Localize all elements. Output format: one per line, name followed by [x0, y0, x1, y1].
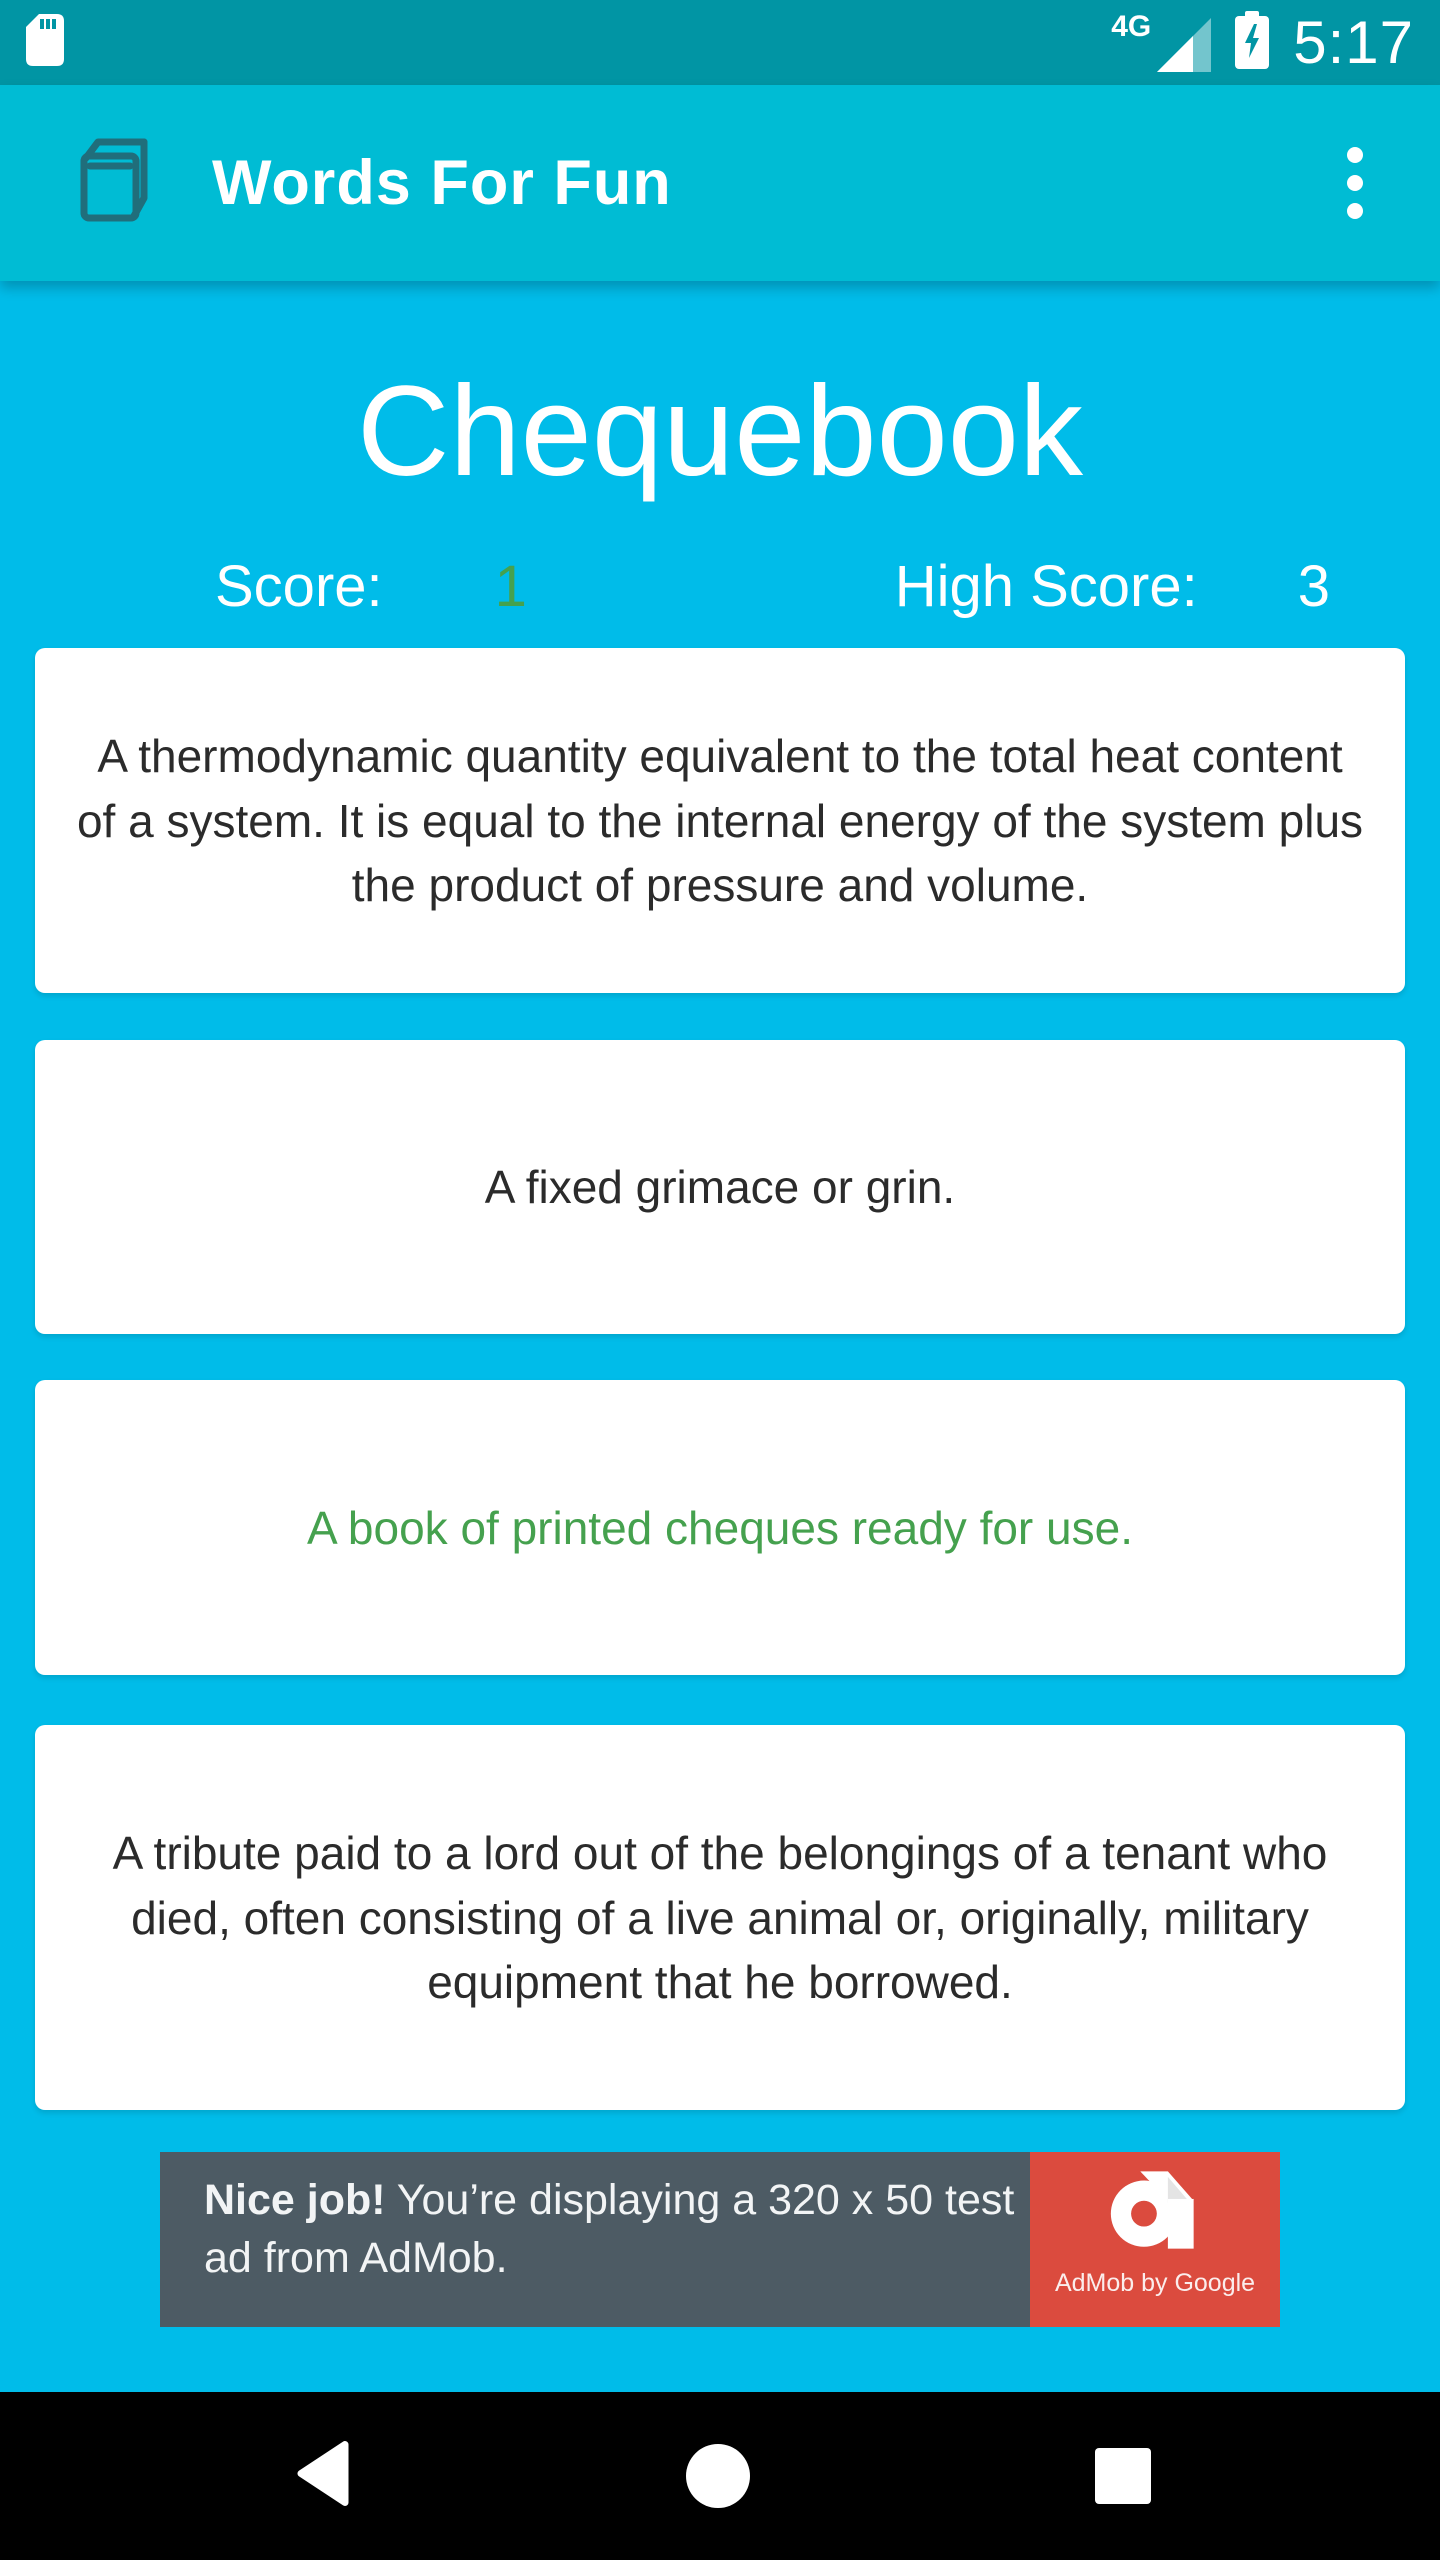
admob-brand-label: AdMob by Google — [1054, 2269, 1256, 2298]
status-time: 5:17 — [1293, 9, 1414, 76]
high-score-label: High Score: — [894, 554, 1198, 620]
score-row — [0, 553, 1440, 620]
ad-message: You’re displaying a 320 x 50 test ad from AdMob. — [204, 2176, 1015, 2282]
network-type-label: 4G — [1111, 9, 1152, 43]
book-logo-icon — [78, 136, 152, 231]
admob-logo-icon — [1105, 2152, 1205, 2261]
cellular-signal-icon — [1111, 9, 1211, 74]
battery-charging-icon — [1235, 11, 1269, 74]
ad-brand-panel — [1030, 2152, 1280, 2327]
definition-text: A book of printed cheques ready for use. — [307, 1501, 1133, 1554]
status-bar — [0, 0, 1440, 85]
ad-text — [160, 2152, 1030, 2327]
definition-option-1[interactable] — [35, 648, 1405, 993]
overflow-dot — [1347, 147, 1363, 163]
ad-banner[interactable] — [160, 2152, 1280, 2327]
word-title: Chequebook — [357, 360, 1083, 503]
definition-text: A tribute paid to a lord out of the belongings of a tenant who died, often consisting of a live animal or, originally, military equipment that he borrowed. — [112, 1827, 1328, 2009]
overflow-dot — [1347, 175, 1363, 191]
app-bar — [0, 85, 1440, 281]
definition-option-2[interactable] — [35, 1040, 1405, 1334]
game-screen — [0, 281, 1440, 2392]
definition-option-3[interactable] — [35, 1380, 1405, 1675]
nav-recents-button[interactable] — [1095, 2448, 1151, 2504]
overflow-dot — [1347, 203, 1363, 219]
definition-text: A thermodynamic quantity equivalent to the total heat content of a system. It is equal to the internal energy of the system plus the product of pressure and volume. — [76, 730, 1364, 912]
nav-back-button[interactable] — [297, 2441, 349, 2512]
high-score-value: 3 — [1297, 554, 1330, 620]
navigation-bar — [0, 2392, 1440, 2560]
overflow-menu-button[interactable] — [1320, 123, 1390, 243]
definition-option-4[interactable] — [35, 1725, 1405, 2110]
sd-card-icon — [26, 14, 64, 71]
score-value: 1 — [494, 554, 527, 620]
app-title: Words For Fun — [212, 148, 672, 218]
nav-home-button[interactable] — [686, 2444, 750, 2508]
definition-text: A fixed grimace or grin. — [484, 1161, 956, 1214]
ad-headline: Nice job! — [204, 2176, 386, 2225]
score-label: Score: — [215, 554, 383, 620]
